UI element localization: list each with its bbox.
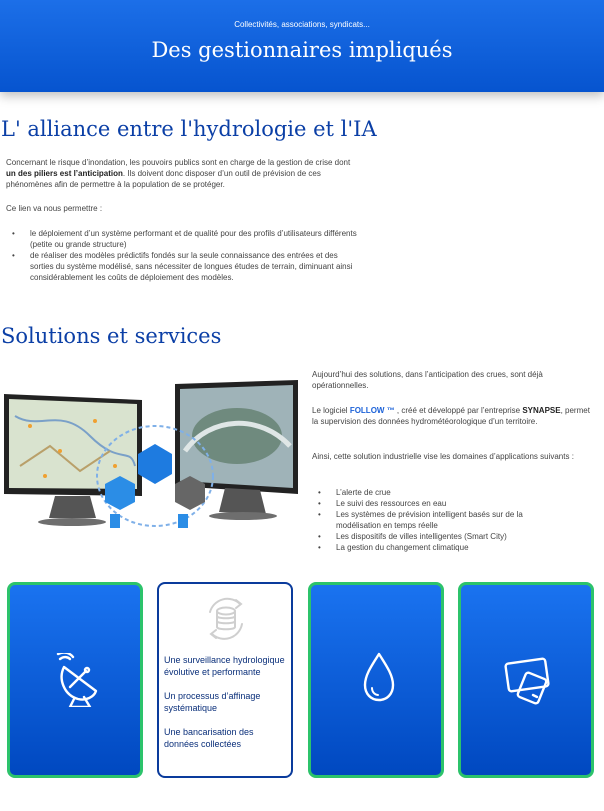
alliance-lead: Ce lien va nous permettre : bbox=[6, 204, 103, 213]
satellite-dish-icon bbox=[56, 653, 100, 707]
section-title-solutions: Solutions et services bbox=[1, 324, 222, 348]
solutions-paragraph-2 bbox=[312, 405, 594, 427]
p2-text-a: Le logiciel bbox=[312, 406, 350, 415]
solutions-paragraph-3: Ainsi, cette solution industrielle vise les domaines d’applications suivants : bbox=[312, 452, 574, 461]
follow-product-name: FOLLOW ™ bbox=[349, 406, 395, 415]
software-monitors-illustration bbox=[0, 376, 300, 541]
hero-kicker: Collectivités, associations, syndicats... bbox=[234, 20, 370, 29]
feature-card-water[interactable] bbox=[308, 582, 444, 778]
solutions-paragraph-1: Aujourd’hui des solutions, dans l’anticipation des crues, sont déjà opérationnelles. bbox=[312, 370, 543, 390]
list-item: • Le suivi des ressources en eau bbox=[312, 498, 552, 509]
alliance-intro bbox=[6, 157, 351, 190]
water-drop-icon bbox=[362, 651, 396, 703]
list-item: • La gestion du changement climatique bbox=[312, 542, 552, 553]
section-title-alliance: L' alliance entre l'hydrologie et l'IA bbox=[1, 117, 377, 141]
feature-card-devices[interactable] bbox=[458, 582, 594, 778]
card-feature-list bbox=[164, 654, 285, 762]
list-item: • Les dispositifs de villes intelligentes (Smart City) bbox=[312, 531, 552, 542]
hero-banner bbox=[0, 0, 604, 92]
database-sync-icon bbox=[204, 594, 248, 644]
intro-bold: un des piliers est l’anticipation bbox=[6, 169, 123, 178]
feature-card-database[interactable] bbox=[157, 582, 293, 778]
list-item: • de réaliser des modèles prédictifs fondés sur la seule connaissance des entrées et des sorties du système modélisé, sans nécessiter de longues études de terrain, diminuant ainsi considérablement les coûts de déploiement des modèles. bbox=[6, 250, 360, 283]
p2-text-c: , permet la supervision des données hydrométéorologique d’un territoire. bbox=[312, 406, 590, 426]
intro-text-b: . Ils doivent donc disposer d’un outil de prévision de ces phénomènes afin de permettre à la population de se protéger. bbox=[6, 169, 321, 189]
tablet-devices-icon bbox=[503, 655, 555, 705]
hero-title: Des gestionnaires impliqués bbox=[151, 38, 453, 62]
card-feature-line: Une surveillance hydrologique évolutive et performante bbox=[164, 655, 285, 677]
alliance-bullet-list bbox=[6, 228, 360, 283]
p2-text-b: , créé et développé par l’entreprise bbox=[394, 406, 523, 415]
list-item: • le déploiement d’un système performant et de qualité pour des profils d’utilisateurs différents (petite ou grande structure) bbox=[6, 228, 360, 250]
card-feature-line: Un processus d’affinage systématique bbox=[164, 691, 261, 713]
card-feature-line: Une bancarisation des données collectées bbox=[164, 727, 254, 749]
synapse-company-name: SYNAPSE bbox=[522, 406, 561, 415]
list-item: • L’alerte de crue bbox=[312, 487, 552, 498]
list-item: • Les systèmes de prévision intelligent basés sur de la modélisation en temps réelle bbox=[312, 509, 552, 531]
solutions-bullet-list bbox=[312, 487, 552, 553]
intro-text-a: Concernant le risque d’inondation, les pouvoirs publics sont en charge de la gestion de crise dont bbox=[6, 158, 351, 167]
feature-card-satellite[interactable] bbox=[7, 582, 143, 778]
